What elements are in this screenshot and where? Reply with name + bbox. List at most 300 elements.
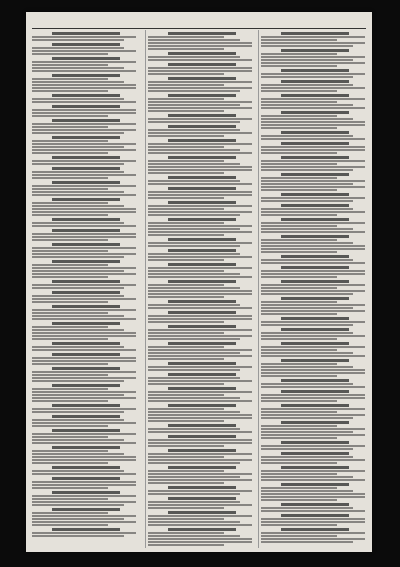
text-line xyxy=(148,532,224,534)
text-line xyxy=(261,518,365,520)
text-line xyxy=(261,101,337,103)
text-line xyxy=(148,394,224,396)
text-line xyxy=(32,515,136,517)
entry-heading xyxy=(168,218,236,221)
text-line xyxy=(261,53,337,55)
text-line xyxy=(32,149,136,151)
list-entry xyxy=(32,229,140,241)
text-line xyxy=(261,400,337,402)
text-line xyxy=(32,335,136,337)
text-line xyxy=(148,222,224,224)
text-line xyxy=(261,307,353,309)
entry-heading xyxy=(52,384,120,387)
text-line xyxy=(261,197,365,199)
list-entry xyxy=(148,466,256,484)
entry-heading xyxy=(281,514,349,517)
text-line xyxy=(261,214,337,216)
text-line xyxy=(261,121,365,123)
text-line xyxy=(148,39,240,41)
text-line xyxy=(148,329,252,331)
entry-heading xyxy=(168,77,236,80)
text-line xyxy=(32,256,124,258)
text-line xyxy=(261,98,365,100)
text-line xyxy=(261,284,365,286)
text-line xyxy=(148,205,252,207)
entry-heading xyxy=(52,198,120,201)
text-line xyxy=(32,36,136,38)
text-line xyxy=(32,90,108,92)
text-line xyxy=(148,107,252,109)
text-line xyxy=(148,172,224,174)
text-line xyxy=(148,160,224,162)
text-line xyxy=(32,360,136,362)
list-entry xyxy=(261,49,369,67)
list-entry xyxy=(32,74,140,92)
entry-heading xyxy=(52,167,120,170)
entry-heading xyxy=(281,328,349,331)
list-entry xyxy=(148,218,256,236)
text-line xyxy=(148,169,252,171)
text-line xyxy=(261,231,365,233)
entry-heading xyxy=(281,421,349,424)
text-line xyxy=(32,67,124,69)
text-line xyxy=(261,42,365,44)
entry-heading xyxy=(281,156,349,159)
text-line xyxy=(32,191,124,193)
text-line xyxy=(261,138,365,140)
text-line xyxy=(32,188,108,190)
entry-heading xyxy=(168,114,236,117)
list-entry xyxy=(32,218,140,227)
text-line xyxy=(32,211,136,213)
entry-heading xyxy=(52,74,120,77)
text-line xyxy=(261,177,337,179)
list-entry xyxy=(148,424,256,433)
text-line xyxy=(32,205,124,207)
text-line xyxy=(32,315,124,317)
entry-heading xyxy=(52,243,120,246)
text-line xyxy=(261,397,365,399)
entry-heading xyxy=(168,373,236,376)
text-line xyxy=(261,445,365,447)
entry-heading xyxy=(52,57,120,60)
text-line xyxy=(148,470,224,472)
text-line xyxy=(32,98,124,100)
text-line xyxy=(148,118,252,120)
text-line xyxy=(261,124,365,126)
text-line xyxy=(261,473,337,475)
entry-heading xyxy=(168,311,236,314)
text-line xyxy=(148,355,252,357)
entry-heading xyxy=(168,94,236,97)
list-entry xyxy=(261,32,369,47)
list-entry xyxy=(32,528,140,537)
text-line xyxy=(261,104,353,106)
text-line xyxy=(32,84,136,86)
entry-heading xyxy=(52,322,120,325)
text-line xyxy=(148,48,224,50)
text-line xyxy=(148,524,252,526)
entry-heading xyxy=(52,477,120,480)
text-line xyxy=(148,129,240,131)
text-line xyxy=(148,358,224,360)
entry-heading xyxy=(281,404,349,407)
entry-heading xyxy=(52,291,120,294)
text-line xyxy=(32,126,108,128)
text-line xyxy=(32,411,124,413)
text-line xyxy=(261,355,365,357)
text-line xyxy=(32,50,136,52)
entry-heading xyxy=(281,111,349,114)
text-line xyxy=(261,166,365,168)
list-entry xyxy=(32,94,140,103)
text-line xyxy=(261,476,353,478)
list-entry xyxy=(261,173,369,191)
list-entry xyxy=(148,435,256,447)
list-entry xyxy=(32,322,140,340)
entry-heading xyxy=(52,94,120,97)
list-entry xyxy=(261,421,369,439)
text-line xyxy=(261,487,337,489)
text-line xyxy=(32,143,136,145)
text-line xyxy=(261,211,365,213)
text-line xyxy=(261,149,365,151)
text-line xyxy=(261,490,353,492)
list-entry xyxy=(261,503,369,512)
text-line xyxy=(148,121,240,123)
text-line xyxy=(261,301,337,303)
text-line xyxy=(261,352,353,354)
list-entry xyxy=(32,446,140,464)
text-line xyxy=(261,349,337,351)
entry-heading xyxy=(281,359,349,362)
entry-heading xyxy=(281,466,349,469)
list-entry xyxy=(261,280,369,295)
entry-heading xyxy=(52,136,120,139)
list-entry xyxy=(32,57,140,72)
list-entry xyxy=(261,266,369,278)
list-entry xyxy=(261,80,369,92)
list-entry xyxy=(261,483,369,501)
list-entry xyxy=(148,263,256,278)
text-line xyxy=(261,65,337,67)
entry-heading xyxy=(168,249,236,252)
text-line xyxy=(261,87,365,89)
text-line xyxy=(148,521,240,523)
text-line xyxy=(32,408,136,410)
text-line xyxy=(261,321,365,323)
text-line xyxy=(32,177,108,179)
text-line xyxy=(32,253,136,255)
entry-heading xyxy=(281,342,349,345)
text-line xyxy=(261,245,365,247)
text-line xyxy=(261,346,365,348)
list-entry xyxy=(261,297,369,315)
entry-heading xyxy=(168,528,236,531)
text-line xyxy=(261,437,337,439)
list-entry xyxy=(261,390,369,402)
entry-heading xyxy=(281,142,349,145)
text-line xyxy=(148,256,252,258)
list-entry xyxy=(148,449,256,464)
text-line xyxy=(261,189,337,191)
list-entry xyxy=(32,491,140,506)
text-line xyxy=(32,185,136,187)
entry-heading xyxy=(168,63,236,66)
text-line xyxy=(148,541,252,543)
text-line xyxy=(32,174,136,176)
entry-heading xyxy=(168,362,236,365)
entry-heading xyxy=(168,176,236,179)
list-entry xyxy=(261,255,369,264)
text-line xyxy=(261,456,353,458)
text-line xyxy=(148,307,252,309)
list-entry xyxy=(148,373,256,385)
text-line xyxy=(261,56,365,58)
text-line xyxy=(148,270,224,272)
text-line xyxy=(148,515,252,517)
entry-heading xyxy=(168,32,236,35)
entry-heading xyxy=(168,466,236,469)
text-line xyxy=(148,276,252,278)
text-line xyxy=(148,431,252,433)
text-line xyxy=(32,436,108,438)
text-line xyxy=(32,64,108,66)
text-line xyxy=(148,538,252,540)
text-line xyxy=(148,482,224,484)
text-line xyxy=(32,357,136,359)
text-line xyxy=(32,132,124,134)
text-line xyxy=(148,214,240,216)
text-line xyxy=(148,476,240,478)
text-line xyxy=(148,284,224,286)
list-entry xyxy=(148,63,256,75)
entry-heading xyxy=(281,173,349,176)
entry-heading xyxy=(168,424,236,427)
list-entry xyxy=(148,176,256,185)
text-line xyxy=(261,375,337,377)
text-line xyxy=(148,191,252,193)
list-entry xyxy=(261,379,369,388)
text-line xyxy=(261,118,353,120)
list-entry xyxy=(32,367,140,382)
text-line xyxy=(261,169,353,171)
entry-heading xyxy=(281,483,349,486)
list-entry xyxy=(148,187,256,199)
text-line xyxy=(261,394,365,396)
text-line xyxy=(32,287,124,289)
list-entry xyxy=(32,136,140,154)
text-line xyxy=(261,180,365,182)
text-line xyxy=(261,73,365,75)
entry-heading xyxy=(168,125,236,128)
text-line xyxy=(148,36,224,38)
entry-heading xyxy=(168,342,236,345)
text-line xyxy=(261,222,365,224)
text-line xyxy=(148,318,252,320)
text-line xyxy=(148,366,252,368)
text-line xyxy=(148,110,224,112)
text-line xyxy=(32,140,108,142)
text-line xyxy=(32,380,124,382)
text-line xyxy=(32,301,108,303)
text-line xyxy=(148,442,252,444)
text-line xyxy=(261,146,365,148)
text-line xyxy=(148,273,240,275)
text-line xyxy=(148,242,252,244)
text-line xyxy=(261,479,365,481)
text-line xyxy=(261,338,337,340)
entry-heading xyxy=(281,193,349,196)
text-line xyxy=(148,152,252,154)
text-line xyxy=(32,298,136,300)
entry-heading xyxy=(52,119,120,122)
entry-heading xyxy=(168,201,236,204)
text-line xyxy=(32,318,136,320)
entry-heading xyxy=(168,404,236,407)
text-line xyxy=(148,42,252,44)
text-line xyxy=(32,400,108,402)
list-entry xyxy=(148,156,256,174)
text-line xyxy=(148,245,240,247)
text-line xyxy=(32,456,136,458)
text-line xyxy=(261,163,337,165)
text-line xyxy=(148,335,252,337)
entry-heading xyxy=(281,235,349,238)
list-entry xyxy=(261,514,369,526)
text-line xyxy=(32,208,136,210)
text-line xyxy=(32,61,136,63)
text-line xyxy=(261,304,365,306)
text-line xyxy=(148,225,252,227)
text-line xyxy=(261,36,365,38)
text-line xyxy=(148,234,224,236)
list-entry xyxy=(148,528,256,546)
text-line xyxy=(261,183,353,185)
text-line xyxy=(148,183,252,185)
list-entry xyxy=(148,511,256,526)
list-entry xyxy=(261,441,369,450)
list-entry xyxy=(32,119,140,134)
text-line xyxy=(261,425,337,427)
text-line xyxy=(32,47,124,49)
text-line xyxy=(261,493,365,495)
text-line xyxy=(148,56,240,58)
text-line xyxy=(32,101,136,103)
text-line xyxy=(32,112,136,114)
text-line xyxy=(261,200,353,202)
text-line xyxy=(32,388,108,390)
text-line xyxy=(261,428,365,430)
entry-heading xyxy=(52,218,120,221)
text-line xyxy=(148,180,240,182)
list-entry xyxy=(261,528,369,543)
text-line xyxy=(32,374,108,376)
text-line xyxy=(148,146,224,148)
text-line xyxy=(261,239,337,241)
text-line xyxy=(148,296,224,298)
entry-heading xyxy=(52,181,120,184)
text-line xyxy=(148,420,224,422)
text-line xyxy=(32,295,124,297)
text-line xyxy=(32,391,136,393)
entry-heading xyxy=(52,528,120,531)
text-line xyxy=(148,349,252,351)
text-line xyxy=(148,104,240,106)
entry-heading xyxy=(281,32,349,35)
text-line xyxy=(32,332,136,334)
text-line xyxy=(32,394,124,396)
text-line xyxy=(32,532,136,534)
text-line xyxy=(148,290,252,292)
text-line xyxy=(261,524,337,526)
list-entry xyxy=(148,94,256,112)
text-line xyxy=(32,349,136,351)
text-line xyxy=(261,383,353,385)
list-entry xyxy=(148,387,256,402)
list-entry xyxy=(32,353,140,365)
text-line xyxy=(261,276,337,278)
text-line xyxy=(261,290,365,292)
text-line xyxy=(148,544,224,546)
text-line xyxy=(32,276,108,278)
text-line xyxy=(32,498,108,500)
text-line xyxy=(148,414,252,416)
text-line xyxy=(261,499,337,501)
text-line xyxy=(32,202,108,204)
text-line xyxy=(32,377,136,379)
entry-heading xyxy=(52,429,120,432)
entry-heading xyxy=(281,131,349,134)
text-line xyxy=(261,107,365,109)
entry-heading xyxy=(281,390,349,393)
entry-heading xyxy=(168,156,236,159)
entry-heading xyxy=(168,325,236,328)
text-line xyxy=(148,81,252,83)
text-line xyxy=(148,535,240,537)
text-line xyxy=(148,453,252,455)
text-line xyxy=(148,321,224,323)
list-entry xyxy=(148,201,256,216)
entry-heading xyxy=(52,508,120,511)
entry-heading xyxy=(168,511,236,514)
text-line xyxy=(261,293,353,295)
page-header xyxy=(32,16,366,29)
list-entry xyxy=(32,198,140,216)
text-line xyxy=(261,369,365,371)
list-entry xyxy=(261,404,369,419)
text-line xyxy=(148,304,240,306)
text-line xyxy=(148,473,252,475)
list-entry xyxy=(148,125,256,137)
text-line xyxy=(261,152,337,154)
text-line xyxy=(148,417,252,419)
text-line xyxy=(32,171,124,173)
list-entry xyxy=(261,94,369,109)
entry-heading xyxy=(52,342,120,345)
text-line xyxy=(32,273,136,275)
entry-heading xyxy=(281,80,349,83)
entry-heading xyxy=(52,229,120,232)
text-line xyxy=(32,264,108,266)
text-line xyxy=(148,408,224,410)
list-entry xyxy=(148,486,256,495)
entry-heading xyxy=(52,353,120,356)
entry-heading xyxy=(52,404,120,407)
list-entry xyxy=(32,280,140,289)
list-entry xyxy=(32,404,140,413)
text-line xyxy=(148,383,224,385)
